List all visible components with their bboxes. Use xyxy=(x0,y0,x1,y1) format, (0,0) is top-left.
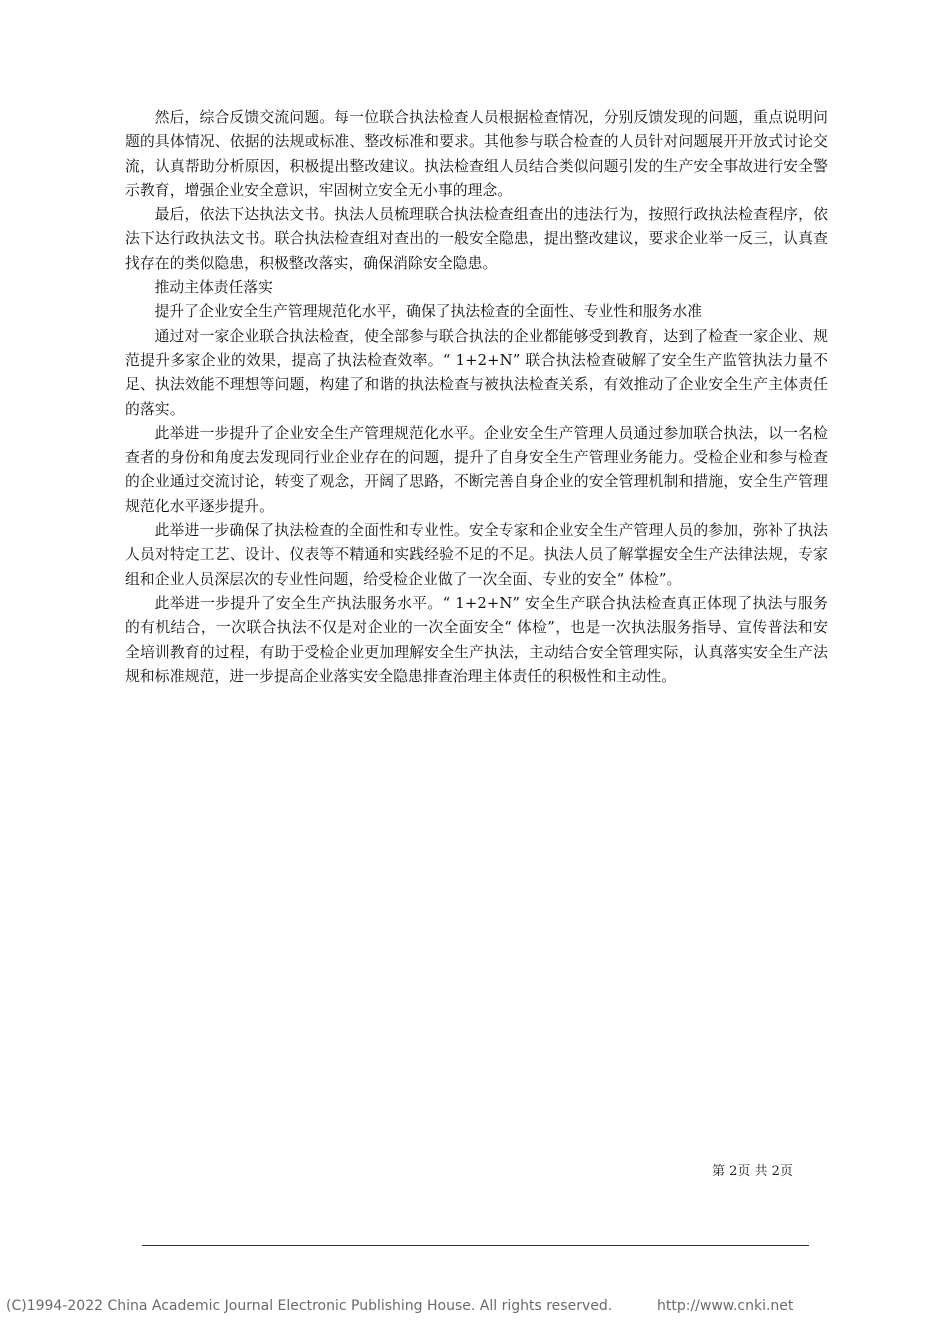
paragraph: 此举进一步提升了安全生产执法服务水平。“ 1+2+N” 安全生产联合执法检查真正体现了执法与服务的有机结合，一次联合执法不仅是对企业的一次全面安全“ 体检”，也是一次执法服务指导、宣传普法和安全培训教育的过程，有助于受检企业更加理解安全生产执法，主动结合安全管理实际，认真落实安全生产法规和标准规范，进一步提高企业落实安全隐患排查治理主体责任的积极性和主动性。 xyxy=(125,594,828,685)
copyright-notice: (C)1994-2022 China Academic Journal Electronic Publishing House. All rights reserved. xyxy=(6,1298,613,1314)
footer-divider xyxy=(142,1245,809,1246)
paragraph: 通过对一家企业联合执法检查，使全部参与联合执法的企业都能够受到教育，达到了检查一家企业、规范提升多家企业的效果，提高了执法检查效率。“ 1+2+N” 联合执法检查破解了安全生产监管执法力量不足、执法效能不理想等问题，构建了和谐的执法检查与被执法检查关系，有效推动了企业安全生产主体责任的落实。 xyxy=(125,327,828,418)
paragraph: 此举进一步确保了执法检查的全面性和专业性。安全专家和企业安全生产管理人员的参加，弥补了执法人员对特定工艺、设计、仪表等不精通和实践经验不足的不足。执法人员了解掌握安全生产法律法规，专家组和企业人员深层次的专业性问题，给受检企业做了一次全面、专业的安全“ 体检”。 xyxy=(125,522,828,588)
paragraph: 此举进一步提升了企业安全生产管理规范化水平。企业安全生产管理人员通过参加联合执法，以一名检查者的身份和角度去发现同行业企业存在的问题，提升了自身安全生产管理业务能力。受检企业和参与检查的企业通过交流讨论，转变了观念，开阔了思路，不断完善自身企业的安全管理机制和措施，安全生产管理规范化水平逐步提升。 xyxy=(125,424,828,515)
section-subheading: 提升了企业安全生产管理规范化水平，确保了执法检查的全面性、专业性和服务水准 xyxy=(154,303,703,321)
paragraph: 最后，依法下达执法文书。执法人员梳理联合执法检查组查出的违法行为，按照行政执法检查程序，依法下达行政执法文书。联合执法检查组对查出的一般安全隐患，提出整改建议，要求企业举一反三，认真查找存在的类似隐患，积极整改落实，确保消除安全隐患。 xyxy=(125,206,828,272)
paragraph: 然后，综合反馈交流问题。每一位联合执法检查人员根据检查情况，分别反馈发现的问题，重点说明问题的具体情况、依据的法规或标准、整改标准和要求。其他参与联合检查的人员针对问题展开开放式讨论交流，认真帮助分析原因，积极提出整改建议。执法检查组人员结合类似问题引发的生产安全事故进行安全警示教育，增强企业安全意识，牢固树立安全无小事的理念。 xyxy=(125,109,828,199)
footer-url: http://www.cnki.net xyxy=(657,1298,794,1314)
footer xyxy=(0,1298,950,1318)
page-number: 第 2页 共 2页 xyxy=(712,1164,793,1179)
section-heading: 推动主体责任落实 xyxy=(154,279,273,297)
article-body xyxy=(125,106,828,689)
